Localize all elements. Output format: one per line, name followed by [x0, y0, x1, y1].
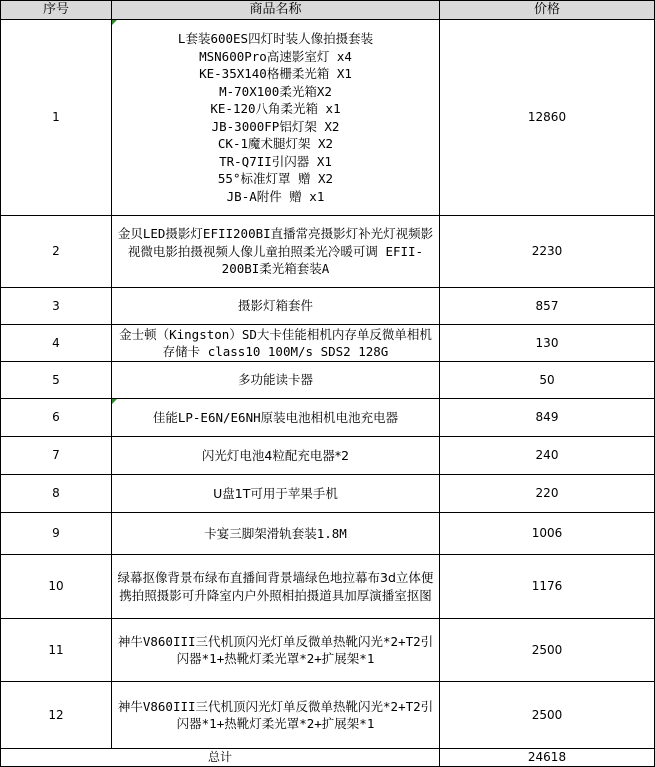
cell-seq[interactable]: 11: [1, 619, 112, 682]
cell-seq[interactable]: 5: [1, 362, 112, 399]
cell-seq[interactable]: 3: [1, 288, 112, 325]
cell-name[interactable]: 佳能LP-E6N/E6NH原装电池相机电池充电器: [112, 399, 440, 437]
cell-seq[interactable]: 8: [1, 475, 112, 513]
cell-price[interactable]: 849: [440, 399, 655, 437]
cell-name[interactable]: 神牛V860III三代机顶闪光灯单反微单热靴闪光*2+T2引闪器*1+热靴灯柔光罩*2+扩展架*1: [112, 619, 440, 682]
cell-name[interactable]: 多功能读卡器: [112, 362, 440, 399]
table-row: [1, 475, 655, 513]
cell-price[interactable]: 2500: [440, 619, 655, 682]
cell-seq[interactable]: 7: [1, 437, 112, 475]
cell-price[interactable]: 2230: [440, 216, 655, 288]
table-row: [1, 362, 655, 399]
cell-price[interactable]: 2500: [440, 682, 655, 749]
cell-price[interactable]: 240: [440, 437, 655, 475]
cell-name[interactable]: L套装600ES四灯时装人像拍摄套装 MSN600Pro高速影室灯 x4 KE-35X140格栅柔光箱 X1 M-70X100柔光箱X2 KE-120八角柔光箱 x1 JB-3000FP铝灯架 X2 CK-1魔术腿灯架 X2 TR-Q7II引闪器 X1 55°标准灯罩 赠 X2 JB-A附件 赠 x1: [112, 20, 440, 216]
cell-seq[interactable]: 6: [1, 399, 112, 437]
header-price[interactable]: 价格: [440, 1, 655, 20]
table-row: [1, 216, 655, 288]
table-row: [1, 513, 655, 555]
cell-seq[interactable]: 2: [1, 216, 112, 288]
total-value[interactable]: 24618: [440, 749, 655, 767]
cell-name[interactable]: 绿幕抠像背景布绿布直播间背景墙绿色地拉幕布3d立体便携拍照摄影可升降室内户外照相拍摄道具加厚演播室抠图: [112, 555, 440, 619]
cell-price[interactable]: 1006: [440, 513, 655, 555]
cell-price[interactable]: 12860: [440, 20, 655, 216]
cell-name[interactable]: 摄影灯箱套件: [112, 288, 440, 325]
cell-name[interactable]: 金士顿（Kingston）SD大卡佳能相机内存单反微单相机存储卡 class10 100M/s SDS2 128G: [112, 325, 440, 362]
cell-name[interactable]: U盘1T可用于苹果手机: [112, 475, 440, 513]
header-name[interactable]: 商品名称: [112, 1, 440, 20]
cell-name[interactable]: 金贝LED摄影灯EFII200BI直播常亮摄影灯补光灯视频影视微电影拍摄视频人像儿童拍照柔光冷暖可调 EFII-200BI柔光箱套装A: [112, 216, 440, 288]
cell-price[interactable]: 1176: [440, 555, 655, 619]
table-row: [1, 399, 655, 437]
cell-seq[interactable]: 12: [1, 682, 112, 749]
cell-name[interactable]: 卡宴三脚架滑轨套装1.8M: [112, 513, 440, 555]
total-row: [1, 749, 655, 767]
cell-price[interactable]: 130: [440, 325, 655, 362]
table-row: [1, 682, 655, 749]
cell-price[interactable]: 857: [440, 288, 655, 325]
header-row: [1, 1, 655, 20]
cell-seq[interactable]: 9: [1, 513, 112, 555]
table-row: [1, 288, 655, 325]
total-label[interactable]: 总计: [1, 749, 440, 767]
cell-name[interactable]: 神牛V860III三代机顶闪光灯单反微单热靴闪光*2+T2引闪器*1+热靴灯柔光罩*2+扩展架*1: [112, 682, 440, 749]
cell-price[interactable]: 220: [440, 475, 655, 513]
table-row: [1, 20, 655, 216]
table-row: [1, 619, 655, 682]
cell-price[interactable]: 50: [440, 362, 655, 399]
table-row: [1, 555, 655, 619]
header-seq[interactable]: 序号: [1, 1, 112, 20]
cell-seq[interactable]: 4: [1, 325, 112, 362]
table-row: [1, 437, 655, 475]
cell-seq[interactable]: 10: [1, 555, 112, 619]
cell-name[interactable]: 闪光灯电池4粒配充电器*2: [112, 437, 440, 475]
cell-seq[interactable]: 1: [1, 20, 112, 216]
table-row: [1, 325, 655, 362]
